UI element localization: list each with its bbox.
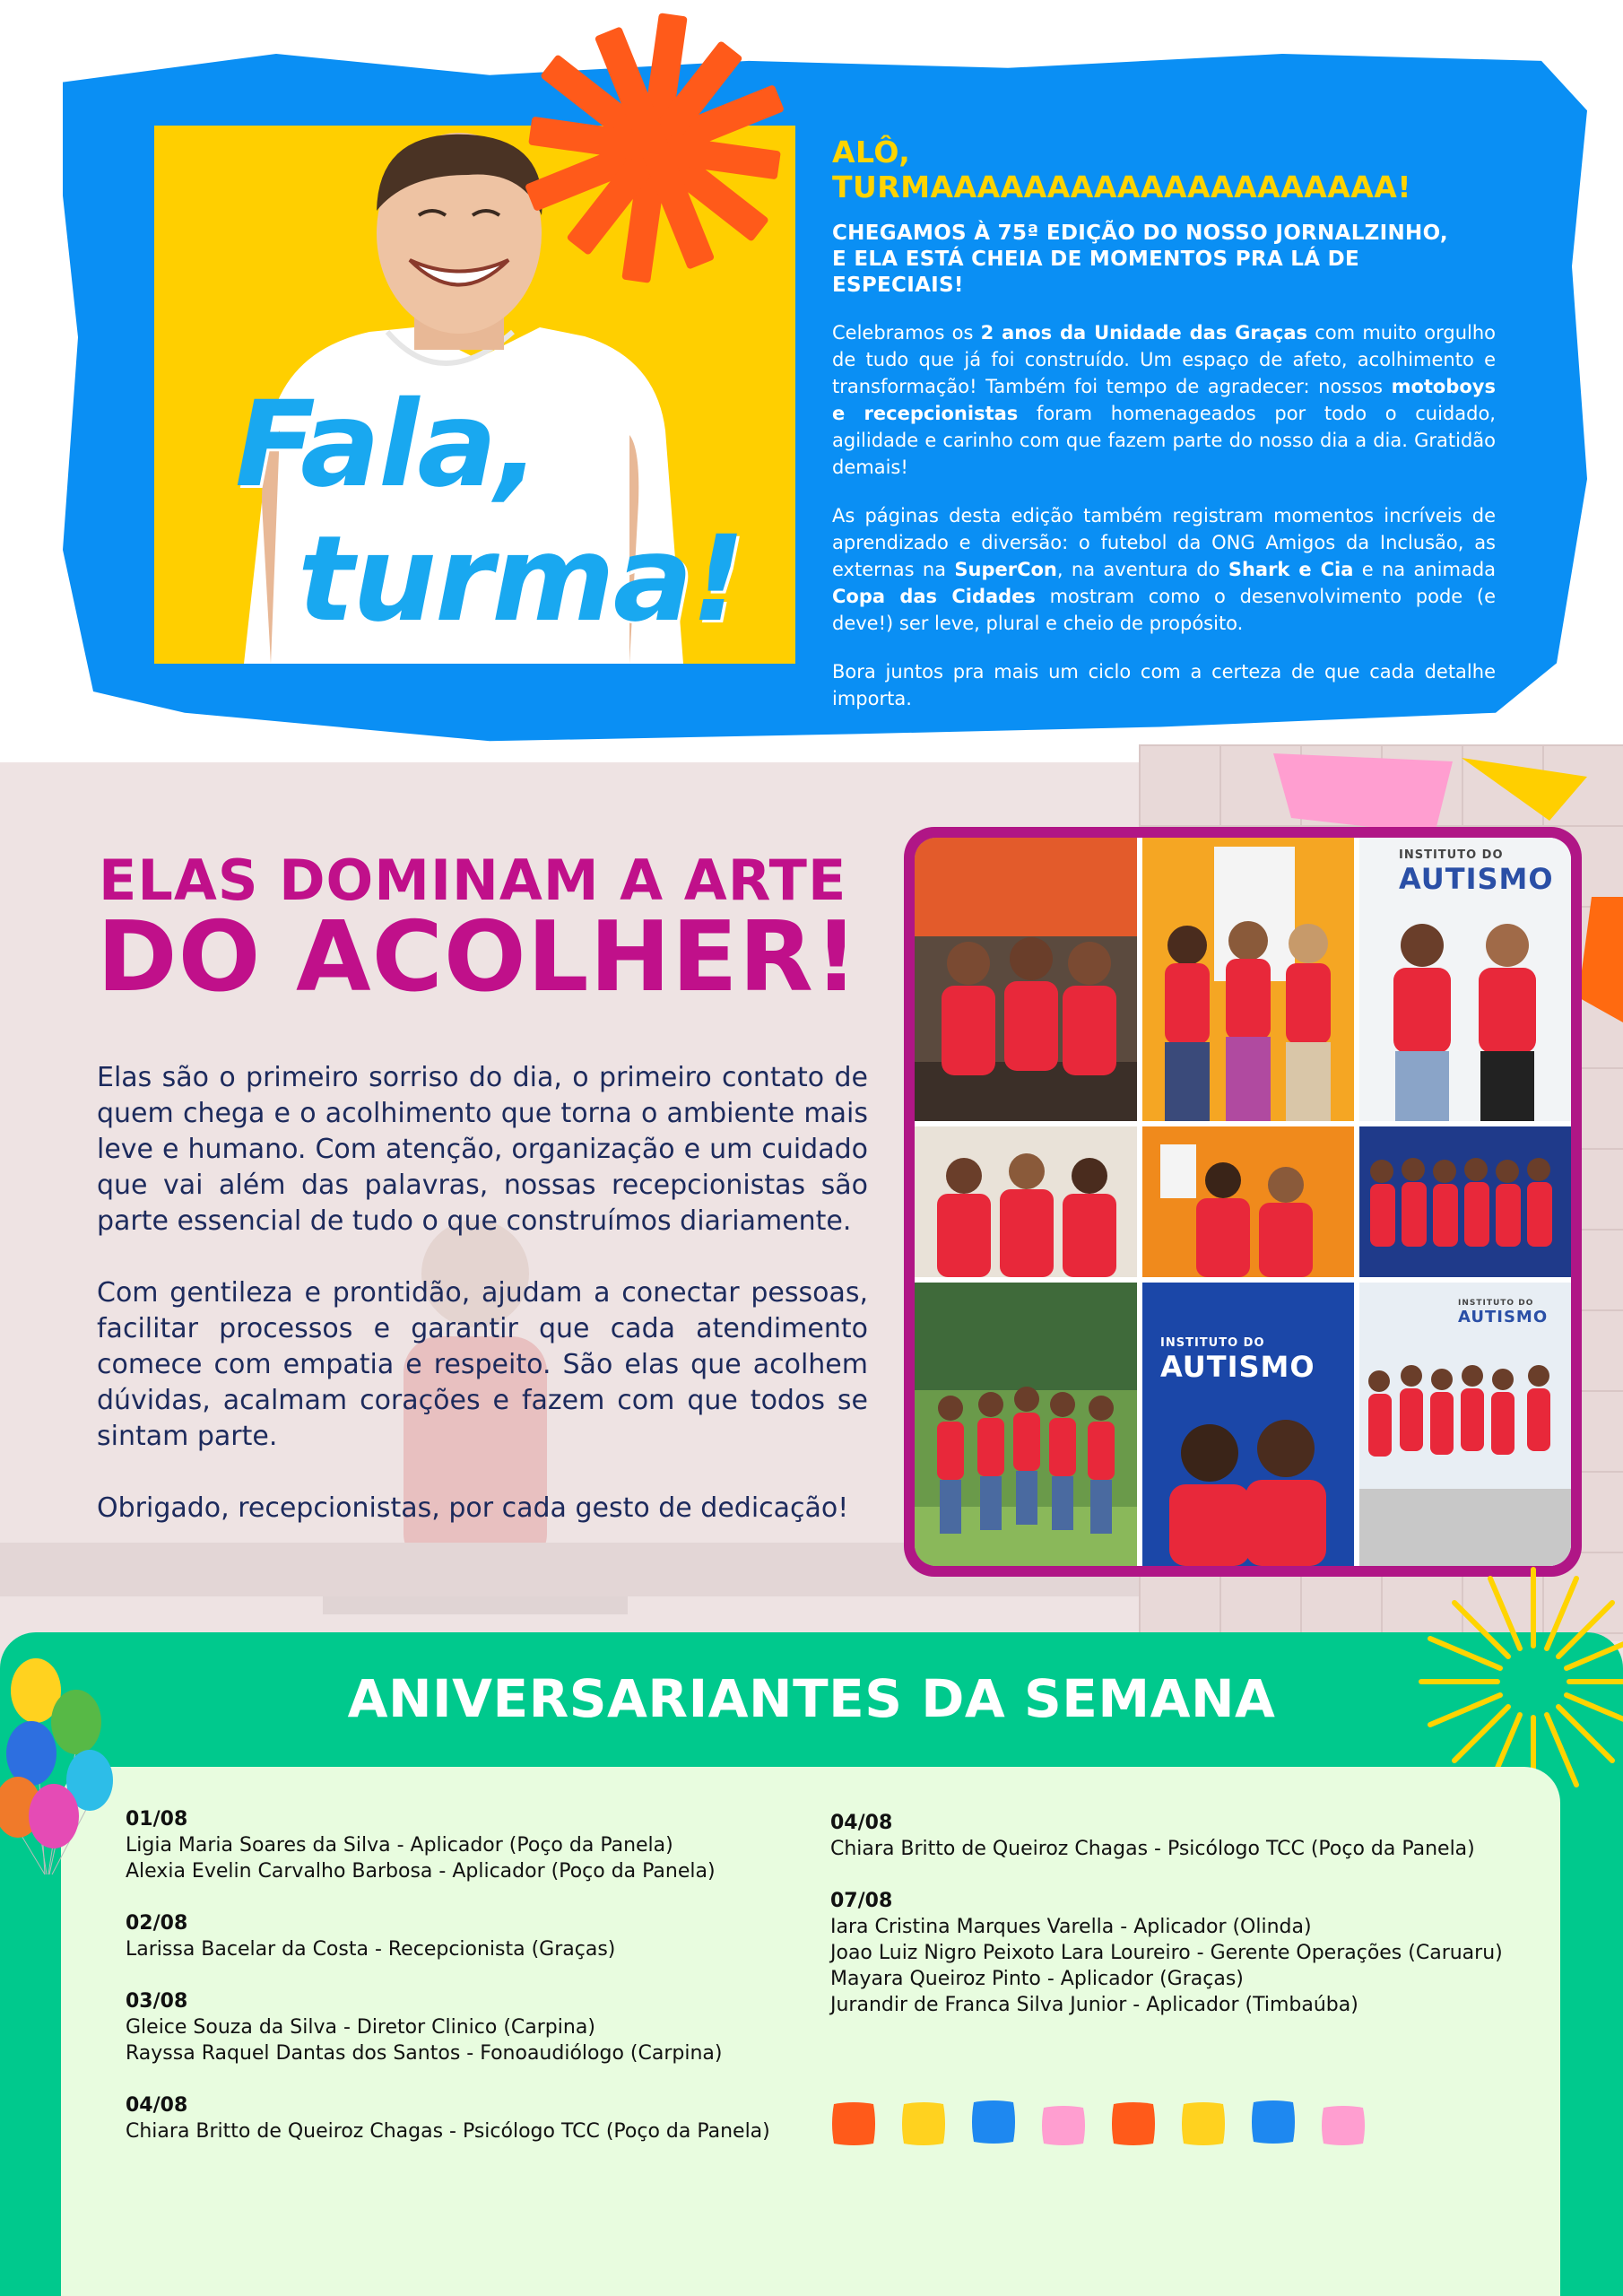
turma-caption: turma!	[298, 510, 743, 648]
collage-photo	[1142, 1283, 1354, 1566]
birthday-date: 07/08	[830, 1890, 893, 1912]
orange-asterisk-decoration	[516, 9, 794, 287]
hero-text-block	[832, 135, 1496, 712]
acolher-paragraph: Obrigado, recepcionistas, por cada gesto de dedicação!	[97, 1492, 849, 1524]
photo-collage	[904, 827, 1582, 1577]
birthday-person: Chiara Britto de Queiroz Chagas - Psicólogo TCC (Poço da Panela)	[126, 2120, 770, 2143]
collage-photo	[915, 1126, 1137, 1277]
hero-p1-bold: motoboys e recepcionistas	[832, 376, 1496, 425]
hero-p1-text: foram homenageados por todo o cuidado, agilidade e carinho com que fazem parte do nosso dia a dia. Gratidão demais!	[832, 403, 1496, 479]
birthdays-title: ANIVERSARIANTES DA SEMANA	[347, 1668, 1276, 1729]
collage-photo	[915, 838, 1137, 1121]
logo-small-text: INSTITUTO DO	[1458, 1299, 1534, 1308]
hero-subtitle-line2: E ELA ESTÁ CHEIA DE MOMENTOS PRA LÁ DE ESPECIAIS!	[832, 247, 1360, 297]
birthday-person: Rayssa Raquel Dantas dos Santos - Fonoaudiólogo (Carpina)	[126, 2042, 723, 2065]
hero-p1-text: com muito orgulho de tudo que já foi construído. Um espaço de afeto, acolhimento e transformação! Também foi tempo de agradecer: nossos	[832, 322, 1496, 398]
birthday-date-group	[126, 1910, 825, 1962]
photo-grid	[915, 838, 1571, 1566]
collage-photo	[1359, 1283, 1571, 1566]
hero-p1-text: Celebramos os	[832, 322, 981, 344]
birthday-date: 03/08	[126, 1990, 188, 2013]
hero-p2-text: mostram como o desenvolvimento pode (e deve!) ser leve, plural e cheio de propósito.	[832, 586, 1496, 635]
logo-small-text: INSTITUTO DO	[1160, 1336, 1265, 1350]
hero-subtitle	[832, 221, 1496, 298]
logo-big-text: AUTISMO	[1160, 1350, 1315, 1384]
autism-institute-logo	[1458, 1299, 1548, 1326]
birthdays-left-column	[126, 1806, 825, 2170]
birthday-date-group	[126, 1988, 825, 2066]
birthday-person: Larissa Bacelar da Costa - Recepcionista (Graças)	[126, 1938, 616, 1961]
birthday-person: Mayara Queiroz Pinto - Aplicador (Graças)	[830, 1968, 1244, 1990]
logo-big-text: AUTISMO	[1399, 862, 1554, 896]
hero-greeting: ALÔ, TURMAAAAAAAAAAAAAAAAAAAA!	[832, 135, 1411, 204]
birthday-date-group	[830, 1888, 1512, 2018]
birthday-person: Alexia Evelin Carvalho Barbosa - Aplicador (Poço da Panela)	[126, 1860, 716, 1883]
birthday-date: 01/08	[126, 1808, 188, 1831]
hero-paragraph-2	[832, 502, 1496, 637]
acolher-paragraph: Com gentileza e prontidão, ajudam a conectar pessoas, facilitar processos e garantir que cada atendimento comece com empatia e respeito. São elas que acolhem dúvidas, acalmam corações e fazem com que todos se sintam parte.	[97, 1277, 868, 1452]
birthday-person: Jurandir de Franca Silva Junior - Aplicador (Timbaúba)	[830, 1994, 1358, 2016]
birthday-date-group	[126, 2092, 825, 2144]
collage-photo	[1142, 838, 1354, 1121]
collage-photo	[1359, 1126, 1571, 1277]
birthday-date-group	[126, 1806, 825, 1884]
hero-paragraph-1	[832, 319, 1496, 481]
logo-small-text: INSTITUTO DO	[1399, 848, 1504, 862]
birthday-person: Chiara Britto de Queiroz Chagas - Psicólogo TCC (Poço da Panela)	[830, 1838, 1475, 1860]
hero-p2-bold: Shark e Cia	[1228, 559, 1354, 581]
hero-p2-bold: SuperCon	[954, 559, 1057, 581]
balloons-decoration	[0, 1650, 117, 1883]
birthday-date: 04/08	[830, 1812, 893, 1834]
fala-caption: Fala,	[235, 376, 539, 514]
birthday-person: Joao Luiz Nigro Peixoto Lara Loureiro - Gerente Operações (Caruaru)	[830, 1942, 1503, 1964]
acolher-title-line2: DO ACOLHER!	[97, 901, 860, 1013]
autism-institute-logo	[1399, 848, 1554, 896]
acolher-paragraph: Elas são o primeiro sorriso do dia, o primeiro contato de quem chega e o acolhimento que torna o ambiente mais leve e humano. Com atenção, organização e um cuidado que vai além das palavras, nossas recepcionistas são parte essencial de tudo o que construímos diariamente.	[97, 1062, 868, 1237]
hero-subtitle-line1: CHEGAMOS À 75ª EDIÇÃO DO NOSSO JORNALZINHO,	[832, 222, 1448, 245]
autism-institute-logo	[1160, 1336, 1315, 1384]
birthday-person: Ligia Maria Soares da Silva - Aplicador (Poço da Panela)	[126, 1834, 673, 1857]
colored-squares-decoration	[830, 2099, 1386, 2149]
hero-p1-bold: 2 anos da Unidade das Graças	[980, 322, 1308, 344]
birthdays-right-column	[830, 1810, 1512, 2044]
hero-p2-text: As páginas desta edição também registram momentos incríveis de aprendizado e diversão: o futebol da ONG Amigos da Inclusão, as externas na	[832, 505, 1496, 581]
collage-photo	[1359, 838, 1571, 1121]
collage-photo	[915, 1283, 1137, 1566]
birthday-person: Iara Cristina Marques Varella - Aplicador (Olinda)	[830, 1916, 1312, 1938]
acolher-title-line1: ELAS DOMINAM A ARTE	[99, 848, 847, 913]
birthday-person: Gleice Souza da Silva - Diretor Clinico (Carpina)	[126, 2016, 595, 2039]
hero-p2-text: e na animada	[1353, 559, 1497, 581]
birthday-date-group	[830, 1810, 1512, 1862]
collage-photo	[1142, 1126, 1354, 1277]
hero-p2-text: , na aventura do	[1056, 559, 1228, 581]
birthday-date: 04/08	[126, 2094, 188, 2117]
birthday-date: 02/08	[126, 1912, 188, 1935]
logo-big-text: AUTISMO	[1458, 1308, 1549, 1326]
hero-p2-bold: Copa das Cidades	[832, 586, 1036, 608]
hero-paragraph-3: Bora juntos pra mais um ciclo com a certeza de que cada detalhe importa.	[832, 661, 1496, 710]
acolher-body	[97, 1060, 868, 1562]
